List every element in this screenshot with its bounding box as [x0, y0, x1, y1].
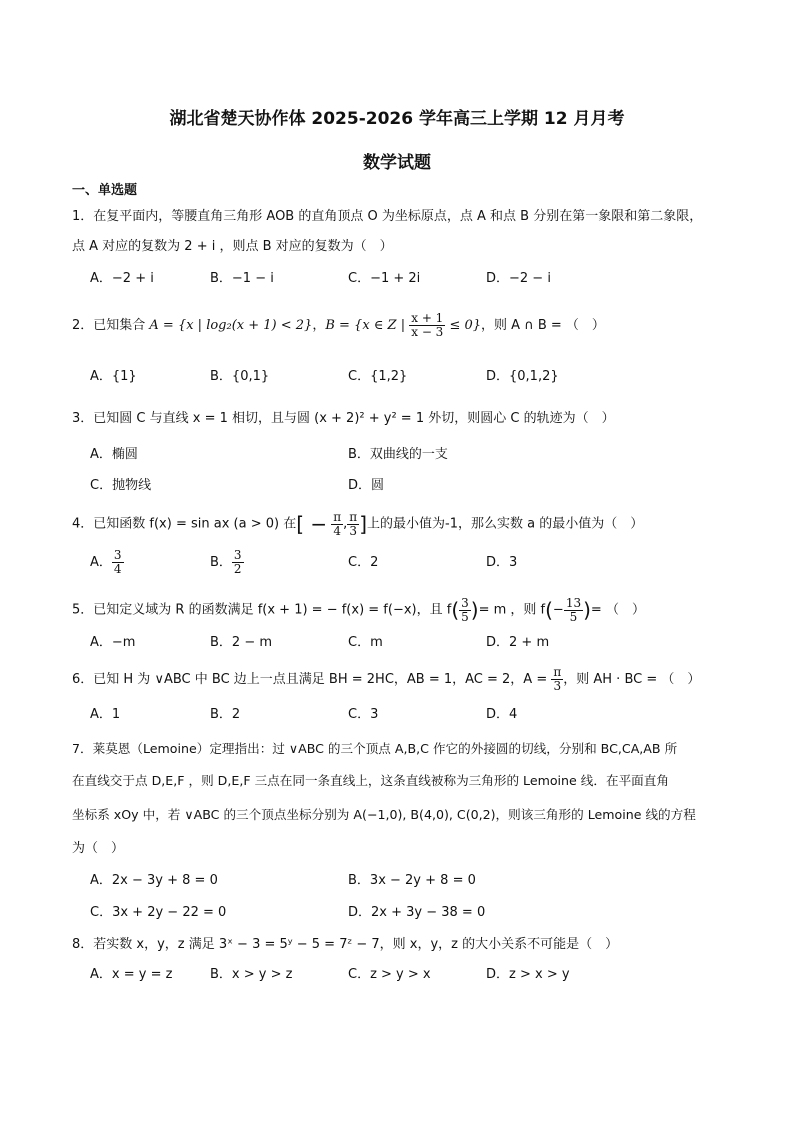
q2-option-a: A．{1} [90, 369, 137, 384]
q2-mid: ， [312, 318, 326, 333]
q6-fraction-pi-3 [551, 666, 563, 693]
q2-option-d: D．{0,1,2} [486, 369, 559, 384]
q2-option-c: C．{1,2} [348, 369, 408, 384]
q6-frac-num: π [553, 665, 562, 679]
q5-stem [72, 596, 645, 625]
q2-set-b-denominator: x − 3 [411, 325, 444, 339]
q1-option-a: A．−2 + i [90, 271, 154, 286]
q4-interval-right: ] [359, 512, 367, 536]
q7-stem-line3: 坐标系 xOy 中，若 ∨ABC 的三个顶点坐标分别为 A(−1,0), B(4,0), C(0,2)，则该三角形的 Lemoine 线的方程 [72, 807, 696, 822]
q5-paren-close-1: ) [470, 598, 479, 622]
q7-stem-line4: 为（ ） [72, 841, 125, 856]
q5-suffix: = （ ） [590, 602, 645, 618]
q4-option-c: C．2 [348, 555, 379, 570]
q4-option-a-num: 3 [113, 548, 122, 562]
q2-set-a: A = {x | log₂(x + 1) < 2} [149, 318, 313, 333]
q2-set-b-fraction [409, 312, 445, 339]
q5-fraction-3-5 [459, 597, 471, 624]
q4-frac1-num: π [333, 509, 342, 524]
q5-fraction-13-5 [564, 597, 583, 624]
q2-stem [72, 312, 605, 339]
q5-frac2-den: 5 [569, 609, 578, 624]
q4-frac2-den: 3 [349, 523, 358, 538]
q4-option-b-fraction [232, 549, 244, 576]
q4-option-b-num: 3 [233, 548, 242, 562]
q1-stem-line2: 点 A 对应的复数为 2 + i ，则点 B 对应的复数为（ ） [72, 239, 393, 254]
q2-option-b: B．{0,1} [210, 369, 270, 384]
q3-option-d: D．圆 [348, 478, 385, 493]
q1-option-c: C．−1 + 2i [348, 271, 421, 286]
q4-option-a-den: 4 [113, 562, 122, 576]
q5-paren-open-2: ( [545, 598, 553, 622]
q4-interval-left: [ − [296, 512, 328, 536]
q8-option-a: A．x = y = z [90, 967, 173, 982]
q2-set-b-pre: B = {x ∈ Z | [325, 318, 406, 333]
q5-paren-close-2: ) [583, 598, 591, 622]
q4-fraction-pi-4 [331, 511, 343, 538]
q3-option-b: B．双曲线的一支 [348, 447, 448, 462]
q8-option-d: D．z > x > y [486, 967, 570, 982]
q4-option-d: D．3 [486, 555, 518, 570]
q7-option-b: B．3x − 2y + 8 = 0 [348, 873, 476, 888]
q4-prefix: 4．已知函数 f(x) = sin ax (a > 0) 在 [72, 516, 297, 532]
exam-subtitle: 数学试题 [363, 153, 431, 173]
q4-frac1-den: 4 [333, 523, 342, 538]
q3-option-a: A．椭圆 [90, 447, 138, 462]
q4-option-a-fraction [112, 549, 124, 576]
q6-stem [72, 666, 700, 694]
q5-option-d: D．2 + m [486, 635, 550, 650]
q3-option-c: C．抛物线 [90, 478, 152, 493]
q2-set-b-post: ≤ 0} [449, 318, 482, 333]
exam-title: 湖北省楚天协作体 2025-2026 学年高三上学期 12 月月考 [169, 109, 625, 129]
q5-frac1-den: 5 [461, 609, 469, 624]
q7-option-d: D．2x + 3y − 38 = 0 [348, 905, 486, 920]
q2-set-b-numerator: x + 1 [411, 311, 444, 325]
q4-option-a-label: A． [90, 555, 112, 570]
q4-frac2-num: π [349, 509, 358, 524]
q7-stem-line2: 在直线交于点 D,E,F ，则 D,E,F 三点在同一条直线上，这条直线被称为三角形的 Lemoine 线．在平面直角 [72, 773, 669, 788]
q8-option-c: C．z > y > x [348, 967, 431, 982]
q5-option-a: A．−m [90, 635, 136, 650]
q7-option-c: C．3x + 2y − 22 = 0 [90, 905, 227, 920]
q6-option-a: A．1 [90, 707, 121, 722]
q7-stem-line1: 7．莱莫恩（Lemoine）定理指出：过 ∨ABC 的三个顶点 A,B,C 作它的外接圆的切线，分别和 BC,CA,AB 所 [72, 741, 678, 756]
q1-stem-line1: 1．在复平面内，等腰直角三角形 AOB 的直角顶点 O 为坐标原点，点 A 和点 B 分别在第一象限和第二象限， [72, 209, 703, 224]
q4-suffix: 上的最小值为-1，那么实数 a 的最小值为（ ） [367, 516, 644, 532]
q7-option-a: A．2x − 3y + 8 = 0 [90, 873, 218, 888]
q5-minus: − [552, 602, 564, 618]
q6-option-b: B．2 [210, 707, 241, 722]
q4-stem [72, 510, 643, 539]
q6-frac-den: 3 [553, 679, 562, 693]
q8-stem: 8．若实数 x，y，z 满足 3ˣ − 3 = 5ʸ − 5 = 7ᶻ − 7，则 x，y，z 的大小关系不可能是（ ） [72, 937, 619, 952]
q6-option-c: C．3 [348, 707, 379, 722]
q4-option-b-label: B． [210, 555, 232, 570]
q5-option-b: B．2 − m [210, 635, 273, 650]
q1-option-d: D．−2 − i [486, 271, 551, 286]
q5-mid: = m ，则 f [478, 602, 546, 618]
q1-option-b: B．−1 − i [210, 271, 274, 286]
q4-fraction-pi-3 [347, 511, 359, 538]
q8-option-b: B．x > y > z [210, 967, 293, 982]
q5-option-c: C．m [348, 635, 383, 650]
q5-frac2-num: 13 [565, 595, 582, 610]
q4-option-b [210, 546, 244, 580]
section-heading: 一、单选题 [72, 183, 138, 198]
q6-option-d: D．4 [486, 707, 518, 722]
q6-suffix: ，则 AH · BC = （ ） [563, 672, 701, 687]
q6-prefix: 6．已知 H 为 ∨ABC 中 BC 边上一点且满足 BH = 2HC，AB = 1，AC = 2，A = [72, 672, 548, 687]
q4-comma: , [343, 516, 348, 532]
q4-option-a [90, 546, 124, 580]
q5-frac1-num: 3 [461, 595, 469, 610]
q5-paren-open-1: ( [451, 598, 460, 622]
q2-prefix: 2．已知集合 [72, 318, 150, 333]
q5-prefix: 5．已知定义域为 R 的函数满足 f(x + 1) = − f(x) = f(−x)，且 f [72, 602, 452, 618]
q2-suffix: ，则 A ∩ B = （ ） [481, 318, 605, 333]
q3-stem: 3．已知圆 C 与直线 x = 1 相切，且与圆 (x + 2)² + y² = 1 外切，则圆心 C 的轨迹为（ ） [72, 411, 615, 426]
q4-option-b-den: 2 [233, 562, 242, 576]
